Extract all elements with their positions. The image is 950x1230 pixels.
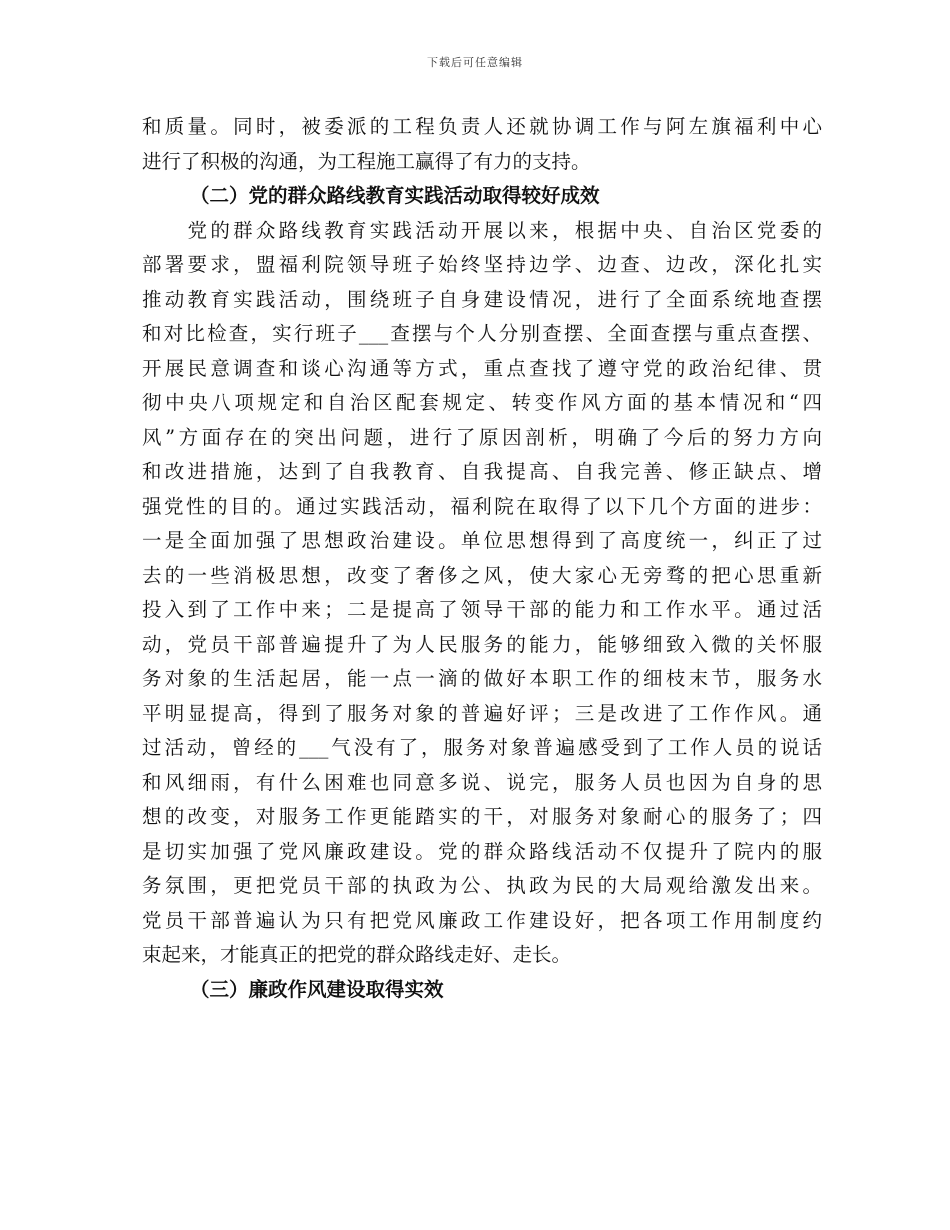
paragraph-line: 去的一些消极思想，改变了奢侈之风，使大家心无旁骛的把心思重新 — [142, 563, 822, 587]
paragraph-line: 进行了积极的沟通，为工程施工赢得了有力的支持。 — [142, 149, 591, 173]
paragraph-line: 党的群众路线教育实践活动开展以来，根据中央、自治区党委的 — [142, 218, 822, 242]
paragraph-line: 平明显提高，得到了服务对象的普遍好评；三是改进了工作作风。通 — [142, 701, 822, 725]
paragraph-line: 束起来，才能真正的把党的群众路线走好、走长。 — [142, 943, 572, 966]
paragraph-line: 过活动，曾经的___气没有了，服务对象普遍感受到了工作人员的说话 — [142, 736, 822, 759]
paragraph-line: 强党性的目的。通过实践活动，福利院在取得了以下几个方面的进步： — [142, 494, 822, 518]
document-body — [142, 110, 822, 1007]
paragraph-line: 和质量。同时，被委派的工程负责人还就协调工作与阿左旗福利中心 — [142, 115, 822, 138]
paragraph-line: 务对象的生活起居，能一点一滴的做好本职工作的细枝末节，服务水 — [142, 667, 822, 690]
paragraph-line: 开展民意调查和谈心沟通等方式，重点查找了遵守党的政治纪律、贯 — [142, 356, 822, 380]
paragraph-line: 是切实加强了党风廉政建设。党的群众路线活动不仅提升了院内的服 — [142, 839, 822, 863]
paragraph-line: 风”方面存在的突出问题，进行了原因剖析，明确了今后的努力方向 — [142, 425, 822, 449]
paragraph-line: 和改进措施，达到了自我教育、自我提高、自我完善、修正缺点、增 — [142, 460, 822, 483]
paragraph-line: 党员干部普遍认为只有把党风廉政工作建设好，把各项工作用制度约 — [142, 908, 822, 932]
paragraph-line: 务氛围，更把党员干部的执政为公、执政为民的大局观给激发出来。 — [142, 874, 822, 897]
page-header: 下载后可任意编辑 — [427, 56, 523, 69]
paragraph-line: 动，党员干部普遍提升了为人民服务的能力，能够细致入微的关怀服 — [142, 632, 822, 656]
paragraph-line: 想的改变，对服务工作更能踏实的干，对服务对象耐心的服务了；四 — [142, 805, 822, 828]
paragraph-line: 和风细雨，有什么困难也同意多说、说完，服务人员也因为自身的思 — [142, 770, 822, 794]
section-heading-2: （二）党的群众路线教育实践活动取得较好成效 — [190, 184, 600, 207]
section-heading-3: （三）廉政作风建设取得实效 — [190, 977, 444, 1001]
paragraph-line: 和对比检查，实行班子___查摆与个人分别查摆、全面查摆与重点查摆、 — [142, 322, 822, 345]
paragraph-line: 推动教育实践活动，围绕班子自身建设情况，进行了全面系统地查摆 — [142, 287, 822, 311]
paragraph-line: 部署要求，盟福利院领导班子始终坚持边学、边查、边改，深化扎实 — [142, 253, 822, 276]
paragraph-line: 投入到了工作中来；二是提高了领导干部的能力和工作水平。通过活 — [142, 598, 822, 621]
paragraph-line: 一是全面加强了思想政治建设。单位思想得到了高度统一，纠正了过 — [142, 529, 822, 552]
paragraph-line: 彻中央八项规定和自治区配套规定、转变作风方面的基本情况和“四 — [142, 391, 822, 414]
